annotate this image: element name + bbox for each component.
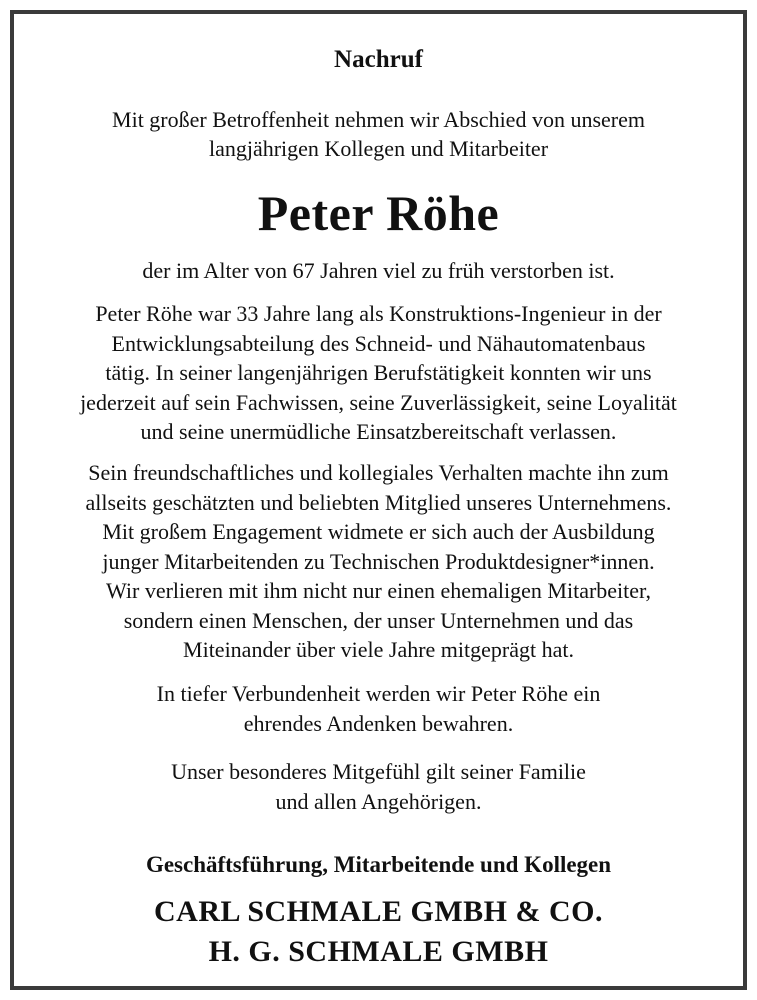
paragraph-line: und seine unermüdliche Einsatzbereitschaft verlassen. <box>140 419 617 444</box>
age-line: der im Alter von 67 Jahren viel zu früh verstorben ist. <box>142 258 615 283</box>
paragraph-line: tätig. In seiner langenjährigen Berufstätigkeit konnten wir uns <box>105 360 652 385</box>
paragraph-line: Entwicklungsabteilung des Schneid- und Nähautomatenbaus <box>111 330 646 356</box>
company-name-line: H. G. SCHMALE GMBH <box>208 935 549 968</box>
paragraph-line: In tiefer Verbundenheit werden wir Peter Röhe ein <box>156 681 601 706</box>
character-paragraph <box>14 458 743 665</box>
company-names <box>14 892 743 972</box>
intro-line: Mit großer Betroffenheit nehmen wir Abschied von unserem <box>112 107 645 132</box>
deceased-name: Peter Röhe <box>257 185 500 241</box>
paragraph-line: Sein freundschaftliches und kollegiales Verhalten machte ihn zum <box>88 460 669 485</box>
paragraph-line: Mit großem Engagement widmete er sich auch der Ausbildung <box>102 519 655 544</box>
paragraph-line: und allen Angehörigen. <box>275 788 482 814</box>
intro-line: langjährigen Kollegen und Mitarbeiter <box>208 136 549 161</box>
paragraph-line: allseits geschätzten und beliebten Mitglied unseres Unternehmens. <box>85 489 672 515</box>
paragraph-line: sondern einen Menschen, der unser Unternehmen und das <box>123 607 634 633</box>
paragraph-line: junger Mitarbeitenden zu Technischen Produktdesigner*innen. <box>102 548 655 574</box>
obituary-content <box>14 14 743 986</box>
condolence-paragraph <box>14 757 743 816</box>
obituary-heading: Nachruf <box>334 46 423 73</box>
company-name-line: CARL SCHMALE GMBH & CO. <box>153 895 604 928</box>
paragraph-line: Unser besonderes Mitgefühl gilt seiner Familie <box>171 759 586 784</box>
paragraph-line: Wir verlieren mit ihm nicht nur einen ehemaligen Mitarbeiter, <box>106 578 651 603</box>
paragraph-line: ehrendes Andenken bewahren. <box>243 710 514 736</box>
career-paragraph <box>14 299 743 447</box>
obituary-frame <box>10 10 747 990</box>
intro-text <box>14 105 743 163</box>
signers-line: Geschäftsführung, Mitarbeitende und Kollegen <box>145 852 612 877</box>
paragraph-line: jederzeit auf sein Fachwissen, seine Zuverlässigkeit, seine Loyalität <box>80 389 677 415</box>
memory-paragraph <box>14 679 743 738</box>
paragraph-line: Peter Röhe war 33 Jahre lang als Konstruktions-Ingenieur in der <box>95 301 662 326</box>
paragraph-line: Miteinander über viele Jahre mitgeprägt hat. <box>183 637 574 662</box>
